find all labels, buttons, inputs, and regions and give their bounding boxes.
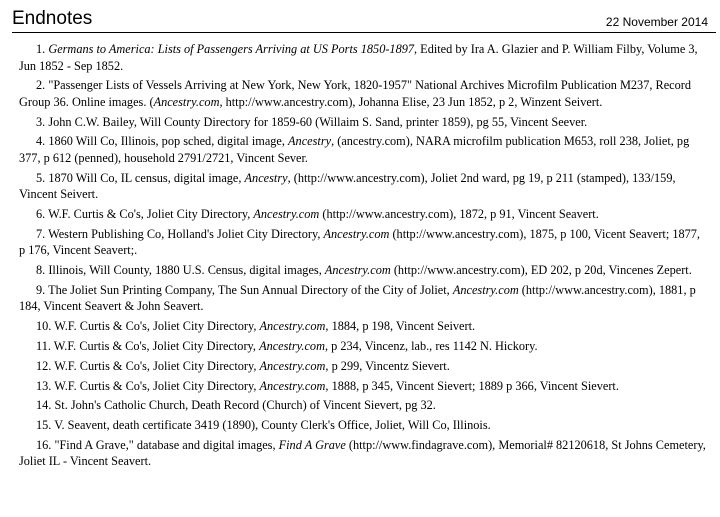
endnotes-list [19,41,709,473]
endnote-number: 6. [36,206,46,221]
page-header [12,6,716,33]
endnote: 11. W.F. Curtis & Co's, Joliet City Directory, Ancestry.com, p 234, Vincenz, lab., res 1142 N. Hickory. [36,338,538,353]
header-date: 22 November 2014 [605,15,708,29]
endnote-number: 9. [36,282,46,297]
endnote: 15. V. Seavent, death certificate 3419 (1890), County Clerk's Office, Joliet, Will Co, Illinois. [36,418,491,433]
endnote-number: 15. [36,418,52,433]
endnote: 16. "Find A Grave," database and digital images, Find A Grave (http://www.findagrave.com), Memorial# 82120618, St Johns Cemetery, Joliet IL - Vincent Seavert. [19,437,706,469]
endnote-number: 3. [36,114,46,129]
endnote: 9. The Joliet Sun Printing Company, The Sun Annual Directory of the City of Joliet, Ancestry.com (http://www.ancestry.com), 1881, p 184, Vincent Seavert & John Seavert. [19,282,696,314]
endnote-number: 13. [36,378,52,393]
endnote-number: 10. [36,319,52,334]
endnote: 10. W.F. Curtis & Co's, Joliet City Directory, Ancestry.com, 1884, p 198, Vincent Seivert. [36,319,476,334]
endnote-number: 4. [36,134,46,149]
endnote-number: 8. [36,263,46,278]
page-title: Endnotes [12,8,93,29]
endnote: 3. John C.W. Bailey, Will County Directory for 1859-60 (Willaim S. Sand, printer 1859), pg 55, Vincent Seever. [36,114,588,129]
endnote-number: 11. [36,338,51,353]
endnote-number: 12. [36,358,52,373]
endnote: 8. Illinois, Will County, 1880 U.S. Census, digital images, Ancestry.com (http://www.ancestry.com), ED 202, p 20d, Vincenes Zepert. [36,263,692,278]
endnote-number: 1. [36,42,46,56]
endnote: 6. W.F. Curtis & Co's, Joliet City Directory, Ancestry.com (http://www.ancestry.com), 1872, p 91, Vincent Seavert. [36,206,599,221]
endnote: 1. Germans to America: Lists of Passengers Arriving at US Ports 1850-1897, Edited by Ira A. Glazier and P. William Filby, Volume 3, Jun 1852 - Sep 1852. [19,42,698,73]
endnote-number: 14. [36,398,52,413]
endnote: 2. "Passenger Lists of Vessels Arriving at New York, New York, 1820-1957" National Archives Microfilm Publication M237, Record Group 36. Online images. (Ancestry.com, http://www.ancestry.com), Johanna Elise, 23 Jun 1852, p 2, Winzent Seivert. [19,78,692,109]
endnote: 12. W.F. Curtis & Co's, Joliet City Directory, Ancestry.com, p 299, Vincentz Sievert. [36,358,450,373]
endnote: 7. Western Publishing Co, Holland's Joliet City Directory, Ancestry.com (http://www.ancestry.com), 1875, p 100, Vicent Seavert; 1877, p 176, Vincent Seavert;. [19,226,700,258]
endnote-number: 16. [36,437,52,452]
endnote: 4. 1860 Will Co, Illinois, pop sched, digital image, Ancestry, (ancestry.com), NARA microfilm publication M653, roll 238, Joliet, pg 377, p 612 (penned), household 2791/2721, Vincent Sever. [19,134,690,165]
endnote-number: 5. [36,170,46,185]
endnote-number: 2. [36,78,46,93]
endnote: 5. 1870 Will Co, IL census, digital image, Ancestry, (http://www.ancestry.com), Joliet 2nd ward, pg 19, p 211 (stamped), 133/159, Vincent Seivert. [19,170,676,202]
endnote: 14. St. John's Catholic Church, Death Record (Church) of Vincent Sievert, pg 32. [36,398,436,413]
endnote-number: 7. [36,226,46,241]
endnote: 13. W.F. Curtis & Co's, Joliet City Directory, Ancestry.com, 1888, p 345, Vincent Sievert; 1889 p 366, Vincent Sievert. [36,378,619,393]
